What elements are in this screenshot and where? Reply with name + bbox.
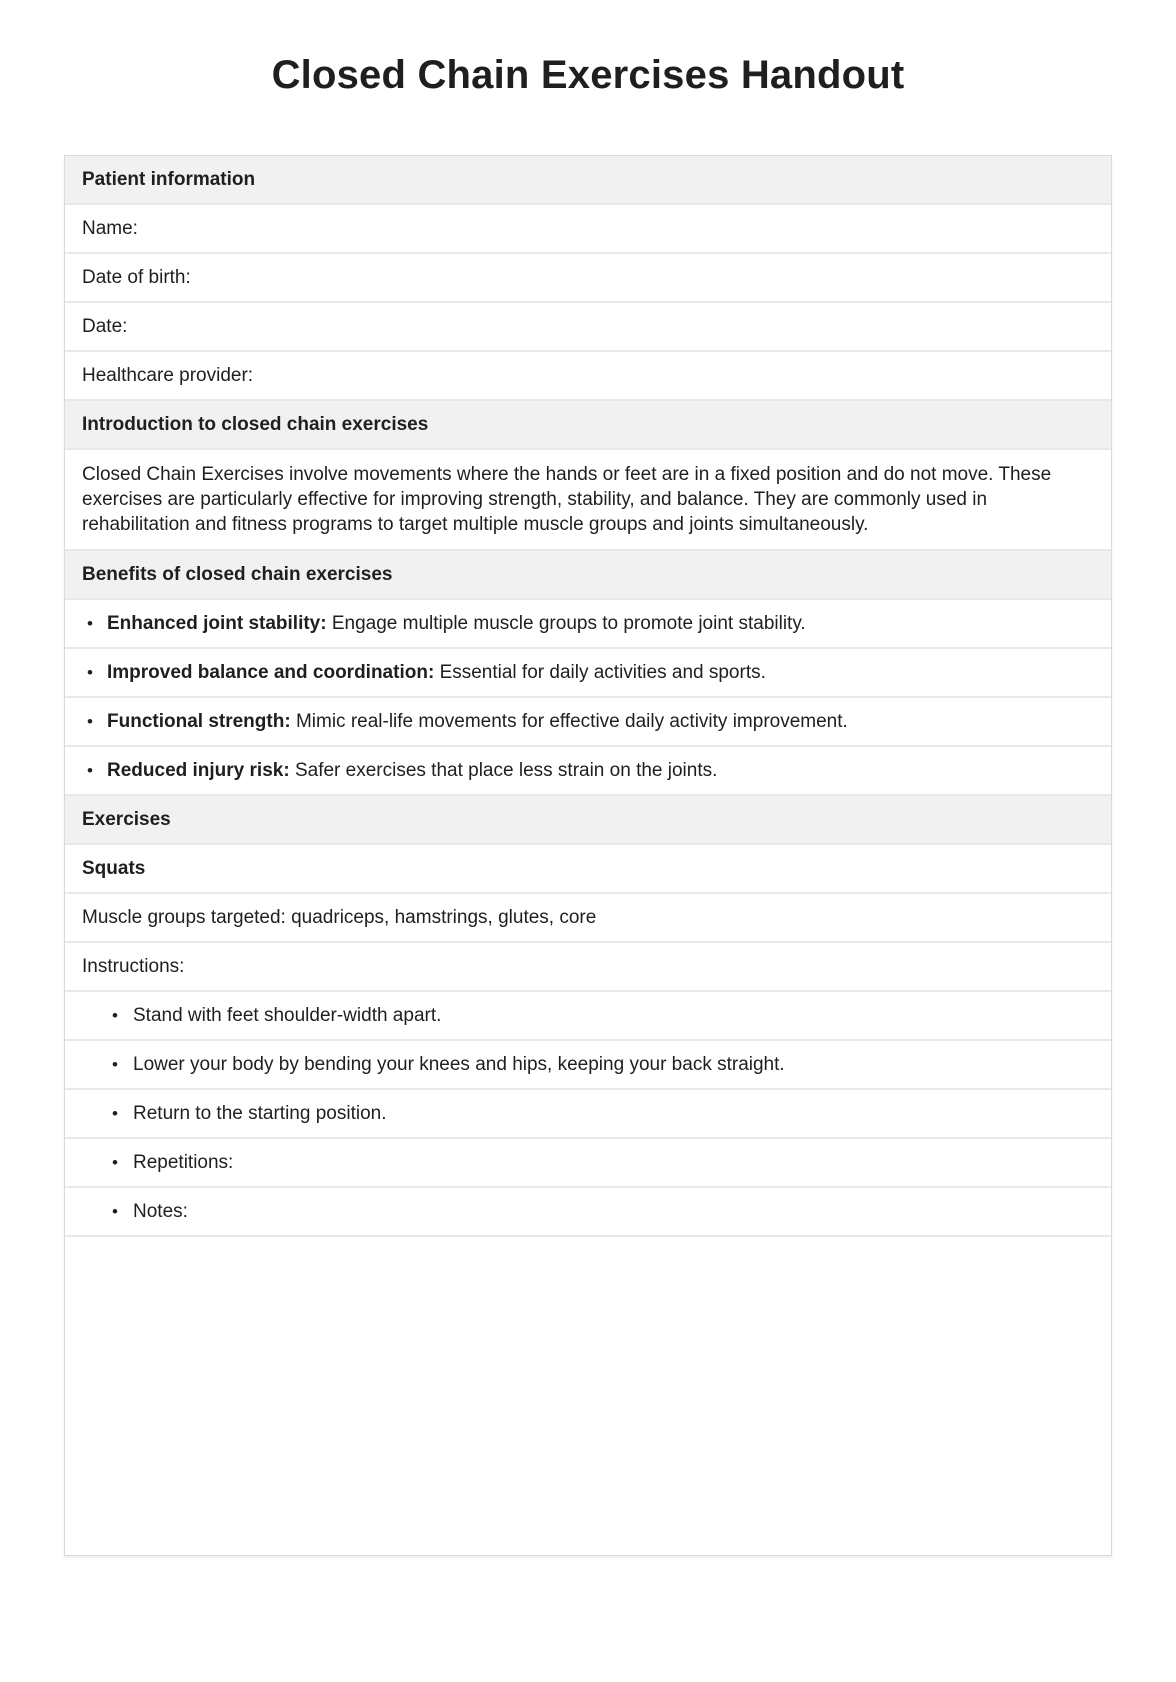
handout-table [64, 155, 1112, 1556]
introduction-paragraph [65, 450, 1111, 551]
benefit-item-joint-stability [65, 600, 1111, 649]
section-header-label: Introduction to closed chain exercises [82, 414, 429, 435]
benefit-term: Enhanced joint stability: [107, 613, 327, 634]
field-row-date-of-birth [65, 254, 1111, 303]
instruction-step-notes [65, 1188, 1111, 1237]
page-title: Closed Chain Exercises Handout [271, 53, 905, 97]
bullet-icon: • [112, 1104, 118, 1123]
instructions-label-row [65, 943, 1111, 992]
benefit-term: Improved balance and coordination: [107, 662, 435, 683]
field-label: Healthcare provider: [82, 365, 254, 386]
step-text: Notes: [133, 1201, 188, 1222]
field-row-date [65, 303, 1111, 352]
bullet-icon: • [87, 663, 93, 682]
section-header-label: Exercises [82, 809, 171, 830]
section-header-label: Benefits of closed chain exercises [82, 564, 393, 585]
step-text: Stand with feet shoulder-width apart. [133, 1005, 442, 1026]
benefit-description: Engage multiple muscle groups to promote joint stability. [331, 613, 806, 634]
benefit-text [107, 660, 766, 685]
benefit-text [107, 611, 806, 636]
paragraph-text: Closed Chain Exercises involve movements where the hands or feet are in a fixed position and do not move. These exercises are particularly effective for improving strength, stability, and balance. They are commonly used in rehabilitation and fitness programs to target multiple muscle groups and joints simultaneously. [82, 464, 1052, 535]
field-label: Date: [82, 316, 128, 337]
muscle-groups-text: Muscle groups targeted: quadriceps, hamstrings, glutes, core [82, 907, 597, 928]
bullet-icon: • [112, 1202, 118, 1221]
instruction-step-repetitions [65, 1139, 1111, 1188]
instruction-step-stand [65, 992, 1111, 1041]
step-text: Repetitions: [133, 1152, 234, 1173]
bullet-icon: • [112, 1006, 118, 1025]
exercise-name-squats [65, 845, 1111, 894]
section-header-exercises [65, 796, 1111, 845]
benefit-item-reduced-injury-risk [65, 747, 1111, 796]
benefit-item-balance-coordination [65, 649, 1111, 698]
notes-empty-area [65, 1237, 1111, 1555]
bullet-icon: • [87, 761, 93, 780]
benefit-description: Mimic real-life movements for effective daily activity improvement. [295, 711, 848, 732]
field-label: Date of birth: [82, 267, 191, 288]
benefit-text [107, 709, 848, 734]
exercise-name-label: Squats [82, 858, 146, 879]
benefit-item-functional-strength [65, 698, 1111, 747]
section-header-introduction [65, 401, 1111, 450]
field-row-name [65, 205, 1111, 254]
bullet-icon: • [112, 1153, 118, 1172]
benefit-term: Functional strength: [107, 711, 291, 732]
benefit-term: Reduced injury risk: [107, 760, 290, 781]
bullet-icon: • [87, 614, 93, 633]
instruction-step-return [65, 1090, 1111, 1139]
step-text: Return to the starting position. [133, 1103, 387, 1124]
field-label: Name: [82, 218, 138, 239]
bullet-icon: • [87, 712, 93, 731]
benefit-text [107, 758, 717, 783]
step-text: Lower your body by bending your knees and hips, keeping your back straight. [133, 1054, 785, 1075]
instruction-step-lower [65, 1041, 1111, 1090]
section-header-label: Patient information [82, 169, 256, 190]
section-header-patient-information [65, 156, 1111, 205]
field-row-healthcare-provider [65, 352, 1111, 401]
bullet-icon: • [112, 1055, 118, 1074]
instructions-label: Instructions: [82, 956, 185, 977]
benefit-description: Essential for daily activities and sports. [439, 662, 766, 683]
muscle-groups-row [65, 894, 1111, 943]
benefit-description: Safer exercises that place less strain on the joints. [294, 760, 718, 781]
section-header-benefits [65, 551, 1111, 600]
